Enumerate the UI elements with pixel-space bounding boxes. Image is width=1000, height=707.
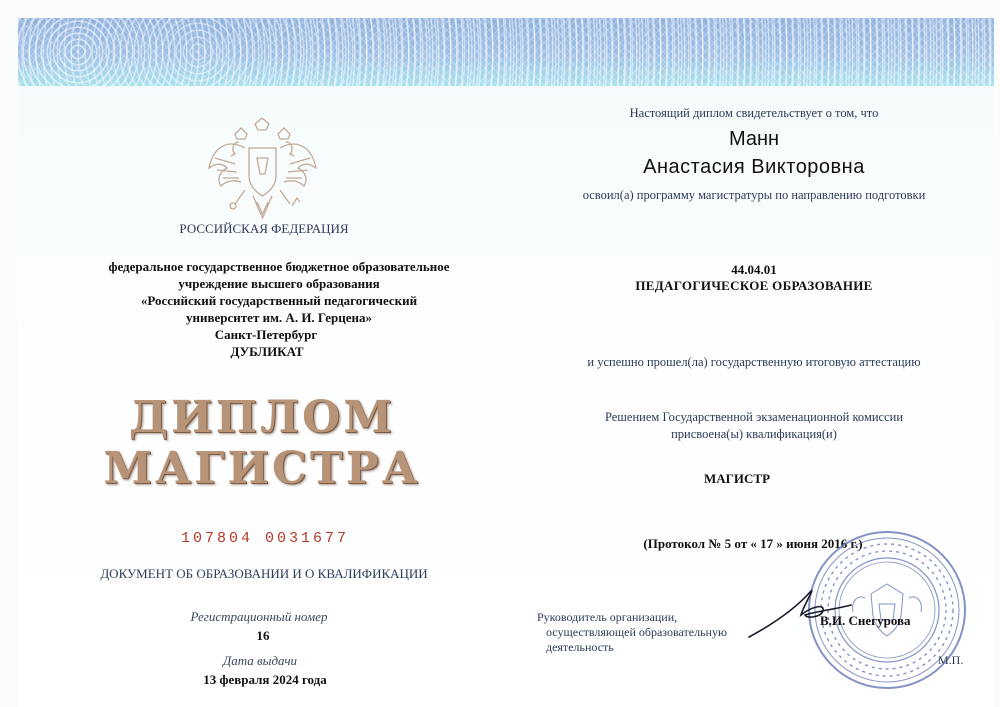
institution-line-1: федеральное государственное бюджетное образовательное (108, 259, 450, 274)
head-title-line-3: деятельность (546, 640, 614, 654)
decorative-header-band (18, 18, 994, 86)
registration-number: 16 (256, 628, 270, 643)
issue-date-label: Дата выдачи (222, 653, 298, 668)
document-type: ДОКУМЕНТ ОБ ОБРАЗОВАНИИ И О КВАЛИФИКАЦИИ (100, 566, 428, 581)
attestation-passed-text: и успешно прошел(ла) государственную итоговую аттестацию (587, 355, 921, 369)
duplicate-mark: ДУБЛИКАТ (230, 344, 304, 359)
double-headed-eagle-emblem-icon (205, 118, 320, 226)
institution-line-4: университет им. А. И. Герцена» (186, 310, 372, 325)
seal-place-mark: М.П. (938, 653, 964, 667)
institution-line-2: учреждение высшего образования (178, 276, 380, 291)
certification-intro: Настоящий диплом свидетельствует о том, что (629, 106, 879, 120)
program-name: ПЕДАГОГИЧЕСКОЕ ОБРАЗОВАНИЕ (635, 278, 873, 293)
program-code: 44.04.01 (731, 262, 777, 277)
holder-surname: Манн (728, 128, 780, 150)
qualification: МАГИСТР (703, 471, 771, 486)
commission-decision-line-1: Решением Государственной экзаменационной комиссии (604, 410, 904, 424)
diploma-title-line-1: ДИПЛОМ (128, 392, 396, 443)
institution-line-3: «Российский государственный педагогический (140, 293, 418, 308)
program-mastered-text: освоил(а) программу магистратуры по направлению подготовки (582, 188, 926, 202)
institution-city: Санкт-Петербург (214, 327, 318, 342)
holder-given-names: Анастасия Викторовна (643, 156, 865, 178)
registration-label: Регистрационный номер (190, 609, 328, 624)
country-name: РОССИЙСКАЯ ФЕДЕРАЦИЯ (179, 221, 349, 236)
diploma-title-line-2: МАГИСТРА (103, 443, 421, 494)
commission-decision-line-2: присвоена(ы) квалификация(и) (671, 427, 837, 441)
issue-date: 13 февраля 2024 года (203, 672, 327, 687)
protocol-reference: (Протокол № 5 от « 17 » июня 2016 г.) (643, 536, 863, 551)
serial-number: 107804 0031677 (180, 530, 350, 547)
head-title-line-1: Руководитель организации, (537, 610, 678, 624)
head-title-line-2: осуществляющей образовательную (546, 625, 727, 639)
head-name: В.И. Снегурова (820, 613, 911, 628)
